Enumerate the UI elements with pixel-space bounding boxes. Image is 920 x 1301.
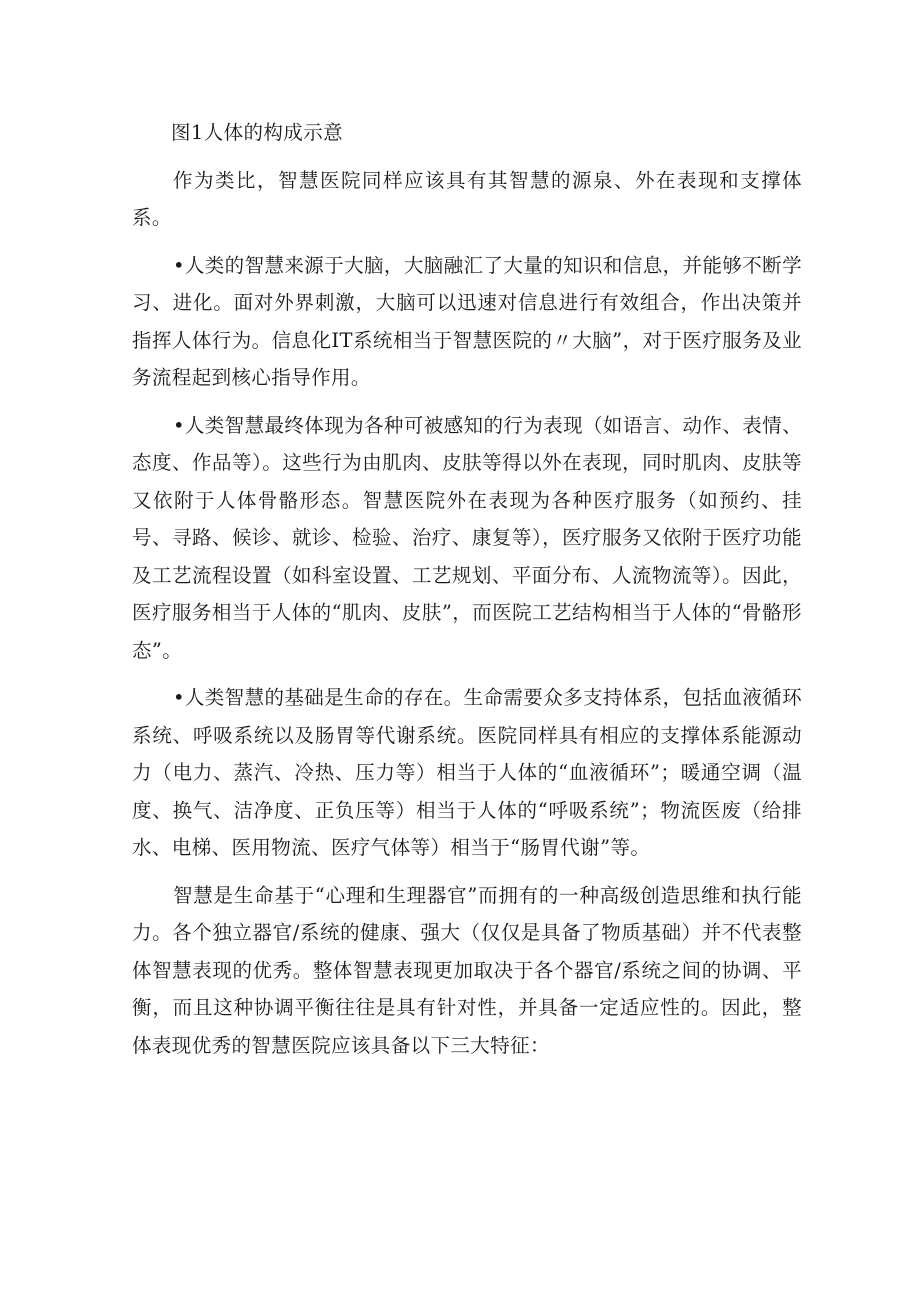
paragraph-overall-wisdom-features: 智慧是生命基于“心理和生理器官”而拥有的一种高级创造思维和执行能力。各个独立器官/系统的健康、强大（仅仅是具备了物质基础）并不代表整体智慧表现的优秀。整体智慧表现更加取决于各个器官/系统之间的协调、平衡，而且这种协调平衡往往是具有针对性，并具备一定适应性的。因此，整体表现优秀的智慧医院应该具备以下三大特征： [132, 883, 802, 1057]
document-body [132, 114, 802, 1074]
paragraph-life-support-system: •人类智慧的基础是生命的存在。生命需要众多支持体系，包括血液循环系统、呼吸系统以及肠胃等代谢系统。医院同样具有相应的支撑体系能源动力（电力、蒸汽、冷热、压力等）相当于人体的“血液循环”；暖通空调（温度、换气、洁净度、正负压等）相当于人体的“呼吸系统”；物流医废（给排水、电梯、医用物流、医疗气体等）相当于“肠胃代谢”等。 [132, 686, 802, 859]
paragraph-behavior-medical-service: •人类智慧最终体现为各种可被感知的行为表现（如语言、动作、表情、态度、作品等）。这些行为由肌肉、皮肤等得以外在表现，同时肌肉、皮肤等又依附于人体骨骼形态。智慧医院外在表现为各种医疗服务（如预约、挂号、寻路、候诊、就诊、检验、治疗、康复等），医疗服务又依附于医疗功能及工艺流程设置（如科室设置、工艺规划、平面分布、人流物流等）。因此，医疗服务相当于人体的“肌肉、皮肤”，而医院工艺结构相当于人体的“骨骼形态”。 [132, 413, 802, 662]
paragraph-analogy-intro: 作为类比，智慧医院同样应该具有其智慧的源泉、外在表现和支撑体系。 [132, 168, 802, 229]
figure-caption: 图1人体的构成示意 [171, 121, 344, 144]
paragraph-brain-it-system: •人类的智慧来源于大脑，大脑融汇了大量的知识和信息，并能够不断学习、进化。面对外界刺激，大脑可以迅速对信息进行有效组合，作出决策并指挥人体行为。信息化IT系统相当于智慧医院的〃大脑”，对于医疗服务及业务流程起到核心指导作用。 [132, 253, 802, 389]
